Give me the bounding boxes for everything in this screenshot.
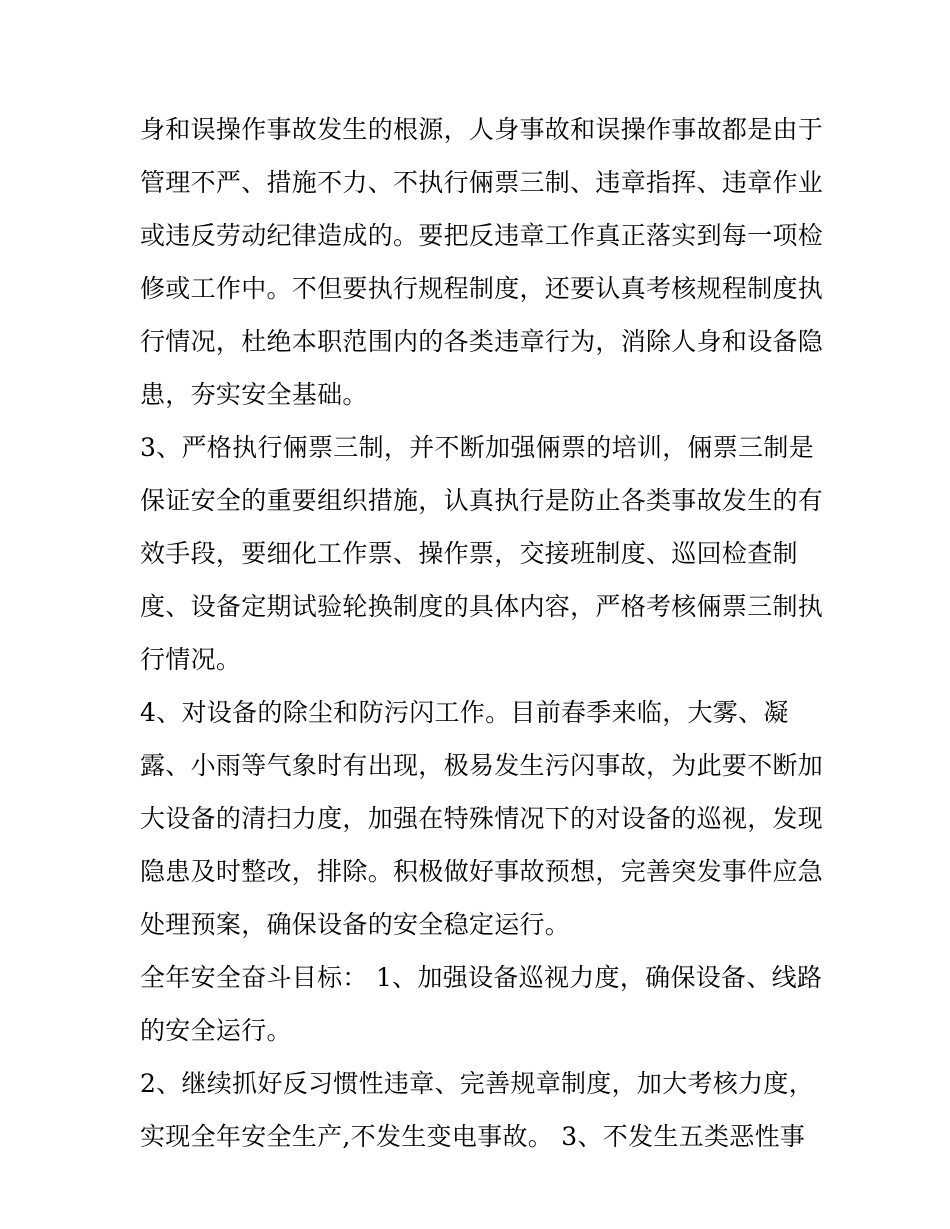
text-line: 效手段，要细化工作票、操作票，交接班制度、巡回检查制 [140,539,798,568]
text-line: 行情况，杜绝本职范围内的各类违章行为，消除人身和设备隐 [140,327,824,356]
text-line: 管理不严、措施不力、不执行倆票三制、违章指挥、违章作业 [140,168,824,197]
text-line: 度、设备定期试验轮换制度的具体内容，严格考核倆票三制执 [140,592,824,621]
text-line: 大设备的清扫力度，加强在特殊情况下的对设备的巡视，发现 [140,804,824,833]
text-line: 隐患及时整改，排除。积极做好事故预想，完善突发事件应急 [140,857,824,886]
text-line: 修或工作中。不但要执行规程制度，还要认真考核规程制度执 [140,274,824,303]
text-line: 4、对设备的除尘和防污闪工作。目前春季来临，大雾、凝 [140,698,789,727]
text-line: 2、继续抓好反习惯性违章、完善规章制度，加大考核力度， [140,1069,815,1098]
text-line: 3、严格执行倆票三制，并不断加强倆票的培训，倆票三制是 [140,433,815,462]
text-line: 保证安全的重要组织措施，认真执行是防止各类事故发生的有 [140,486,824,515]
text-line: 露、小雨等气象时有出现，极易发生污闪事故，为此要不断加 [140,751,824,780]
text-line: 全年安全奋斗目标： 1、加强设备巡视力度，确保设备、线路 [140,963,823,992]
text-line: 的安全运行。 [140,1016,292,1045]
text-line: 身和误操作事故发生的根源，人身事故和误操作事故都是由于 [140,115,824,144]
text-line: 或违反劳动纪律造成的。要把反违章工作真正落实到每一项检 [140,221,824,250]
text-line: 处理预案，确保设备的安全稳定运行。 [140,910,571,939]
document-body [140,103,824,1163]
text-line: 实现全年安全生产,不发生变电事故。 3、不发生五类恶性事 [140,1122,806,1151]
text-line: 行情况。 [140,645,242,674]
text-line: 患，夯实安全基础。 [140,380,368,409]
